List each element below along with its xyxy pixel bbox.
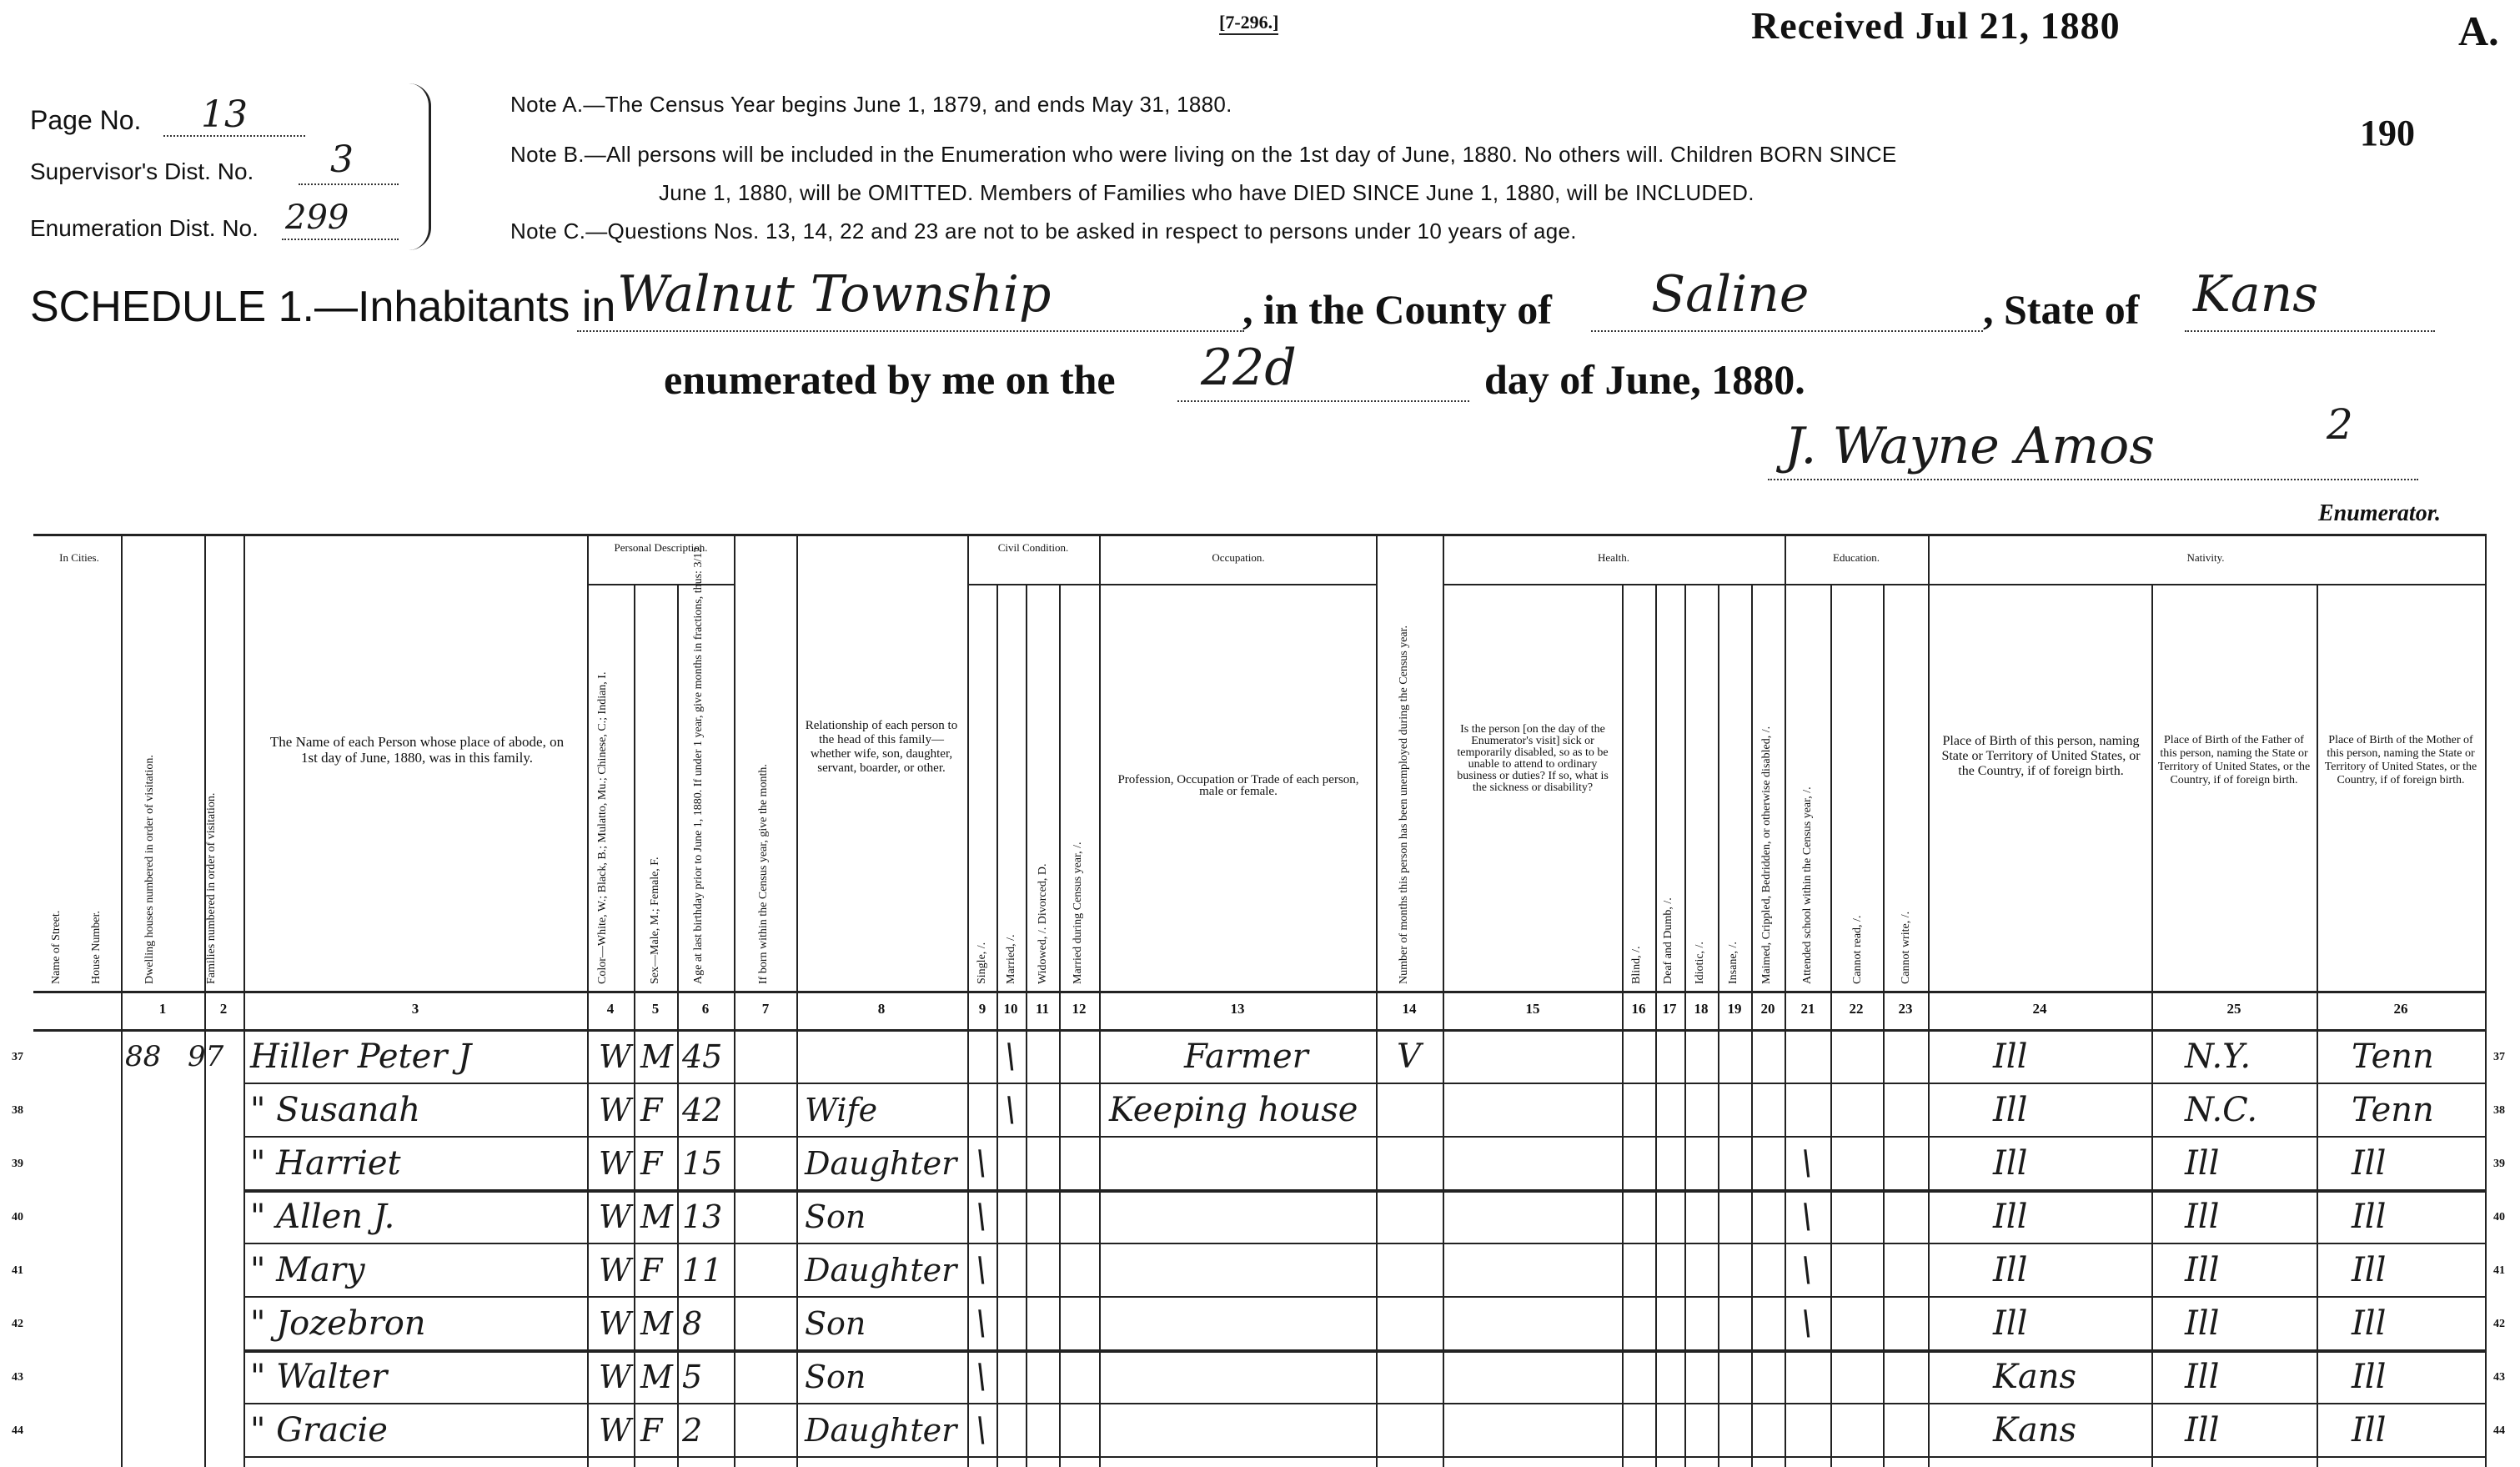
sex-cell: M [640,1038,673,1075]
name-cell: " Allen J. [250,1198,395,1236]
column-number: 17 [1662,1001,1677,1017]
married-cell: \ [1005,1037,1017,1076]
age-cell: 15 [682,1145,723,1182]
father-birth-cell: Ill [2185,1304,2220,1343]
name-cell: " Mary [250,1251,365,1289]
header-sex: Sex—Male, M.; Female, F. [649,857,661,984]
row-rule [243,1296,2485,1298]
column-number: 5 [651,1001,660,1017]
header-married-year: Married during Census year, /. [1072,842,1084,984]
header-sickness: Is the person [on the day of the Enumerator's visit] sick or temporarily disabled, so as to be unable to attend to ordinary business or duties? If so, what is the sickness or disability? [1457,723,1609,794]
header-deaf: Deaf and Dumb, /. [1662,897,1674,984]
age-cell: 8 [682,1305,703,1342]
school-cell: \ [1801,1251,1813,1289]
county-label: , in the County of [1242,286,1552,333]
color-cell: W [599,1198,632,1235]
single-cell: \ [976,1358,987,1396]
column-number: 3 [411,1001,419,1017]
color-cell: W [599,1412,632,1449]
name-cell: " Jozebron [250,1304,426,1343]
father-birth-cell: N.Y. [2185,1037,2251,1076]
name-cell: Hiller Peter J [250,1037,472,1076]
relationship-cell: Son [805,1305,866,1342]
birth-place-cell: Kans [1993,1358,2077,1396]
birth-place-cell: Kans [1993,1411,2077,1449]
form-number: [7-296.] [1219,12,1278,35]
header-color: Color—White, W.; Black, B.; Mulatto, Mu.; Chinese, C.; Indian, I. [596,671,609,984]
row-rule [243,1083,2485,1084]
mother-birth-cell: Ill [2352,1251,2387,1289]
line-number-right: 39 [2493,1158,2505,1170]
page-value: 13 [201,93,248,136]
enumeration-label: Enumeration Dist. No. [30,215,259,241]
header-relationship: Relationship of each person to the head of this family—whether wife, son, daughter, servant, boarder, or other. [805,719,958,775]
age-cell: 2 [682,1412,703,1449]
column-number: 25 [2226,1001,2241,1017]
mother-birth-cell: Ill [2352,1198,2387,1236]
father-birth-cell: Ill [2185,1144,2220,1183]
header-occupation: Occupation. [1212,551,1265,564]
line-number-right: 37 [2493,1051,2505,1063]
header-in-cities: In Cities. [59,551,99,564]
county: Saline [1651,265,1810,324]
birth-place-cell: Ill [1993,1198,2028,1236]
line-number: 41 [12,1264,23,1277]
sex-cell: M [640,1359,673,1395]
sex-cell: F [640,1252,663,1289]
line-number: 44 [12,1424,23,1437]
sex-cell: F [640,1412,663,1449]
header-house-number: House Number. [90,911,103,984]
supervisor-label: Supervisor's Dist. No. [30,158,254,184]
line-number: 40 [12,1211,23,1223]
header-cannot-read: Cannot read, /. [1851,915,1864,984]
column-number: 19 [1727,1001,1742,1017]
married-cell: \ [1005,1091,1017,1129]
birth-place-cell: Ill [1993,1091,2028,1129]
column-number: 21 [1800,1001,1815,1017]
sex-cell: F [640,1145,663,1182]
color-cell: W [599,1305,632,1342]
column-number: 7 [761,1001,770,1017]
page-number-stamp: 190 [2360,113,2415,153]
brace [409,83,431,250]
column-number: 11 [1035,1001,1050,1017]
header-cannot-write: Cannot write, /. [1900,911,1912,984]
column-number: 20 [1760,1001,1775,1017]
family-cell: 97 [188,1040,224,1073]
relationship-cell: Daughter [805,1412,957,1449]
birth-place-cell: Ill [1993,1251,2028,1289]
note-c: Note C.—Questions Nos. 13, 14, 22 and 23 are not to be asked in respect to persons under 10 years of age. [510,219,1577,244]
header-name: The Name of each Person whose place of abode, on 1st day of June, 1880, was in this family. [269,734,565,766]
column-number: 13 [1230,1001,1245,1017]
schedule-title: SCHEDULE 1.—Inhabitants in [30,283,616,331]
name-cell: " Walter [250,1358,388,1396]
header-dwelling: Dwelling houses numbered in order of visitation. [143,755,156,984]
relationship-cell: Son [805,1198,866,1235]
enumerator-label: Enumerator. [2318,500,2442,526]
mother-birth-cell: Ill [2352,1144,2387,1183]
header-street: Name of Street. [50,910,63,984]
column-number: 16 [1631,1001,1646,1017]
sex-cell: M [640,1305,673,1342]
line-number-right: 38 [2493,1104,2505,1117]
day-suffix: day of June, 1880. [1484,356,1805,403]
column-number: 23 [1898,1001,1913,1017]
row-rule [243,1456,2485,1458]
dwelling-cell: 88 [125,1040,162,1073]
age-cell: 13 [682,1198,723,1235]
color-cell: W [599,1038,632,1075]
header-married: Married, /. [1005,934,1017,984]
enumeration-day: 22d [1201,339,1297,397]
column-number: 1 [158,1001,167,1017]
enumeration-value: 299 [285,198,349,237]
header-health: Health. [1598,551,1629,564]
relationship-cell: Wife [805,1092,878,1128]
line-number: 43 [12,1371,23,1384]
single-cell: \ [976,1144,987,1183]
census-page: [7-296.] Received Jul 21, 1880 A. 190 Page No. 13 Supervisor's Dist. No. 3 Enumeration Dist. No. 299 Note A.—The Census Year begins June 1, 1879, and ends May 31, 1880. Note B.—All persons will be included in the Enumeration who were living on the 1st day of June, 1880. No others will. Children BORN SINCE June 1, 1880, will be OMITTED. Members of Families who have DIED SINCE June 1, 1880, will be INCLUDED. Note C.—Questions Nos. 13, 14, 22 and 23 are not to be asked in respect to persons under 10 years of age. SCHEDULE 1.—Inhabitants in Walnut Township , in the County of Saline , State of Kans enumerated by me on the 22d day of June, 1880. J. Wayne Amos 2 Enumerator. In Cities. Name of Street. House Number. Dwelling houses numbered in order of visitation. Families numbered in order of visitation. The Name of each Person whose place of abode, on 1st day of June, 1880, was in this family. Personal Description. Color—White, W.; Black, B.; Mulatto, Mu.; Chinese, C.; Indian, I. Sex—Male, M.; Female, F. Age at last birthday prior to June 1, 1880. If under 1 year, give months in fractions, thus: 3/12. If born within the Census year, give the month. Relationship of each person to the head of this family—whether wife, son, daughter, servant, boarder, or other. Civil Condition. Single, /. Married, /. Widowed, /. Divorced, D. Married during Census year, /. Occupation. Profession, Occupation or Trade of each person, male or female. Number of months this person has been unemployed during the Census year. Health. Is the person [on the day of the Enumerator's visit] sick or temporarily disabled, so as to be unable to attend to ordinary business or duties? If so, what is the sickness or disability? Blind, /. Deaf and Dumb, /. Idiotic, /. Insane, /. Maimed, Crippled, Bedridden, or otherwise disabled, /. Education. Attended school within the Census year, /. Cannot read, /. Cannot write, /. Nativity. Place of Birth of this person, naming State or Territory of United States, or the Country, if of foreign birth. Place of Birth of the Father of this person, naming the State or Territory of United States, or the Country, if of foreign birth. Place of Birth of the Mother of this person, naming the State or Territory of United States, or the Country, if of foreign birth. 1 2 3 4 5 6 7 8 9 10 11 12 13 14 15 16 17 18 19 20 21 22 23 24 25 26 37 37 88 97 Hiller Peter J W M 45 \ Farmer V Ill N.Y. Tenn 38 38 " Susanah W F 42 Wife \ Keeping house Ill N.C. Tenn 39 39 " Harriet W F 15 Daughter \ \ Ill Ill Ill 40 40 " Allen J. W M 13 Son \ \ Ill Ill Ill 41 41 " Mary W F 11 Daughter \ \ Ill Ill Ill 42 42 " Jozebron W M 8 Son \ \ Ill Ill Ill 43 43 " Walter W M 5 Son \ Kans Ill Ill 44 44 " Gracie W F 2 Daughter \ Kans Ill Ill [0,0,2520,1467]
received-stamp: Received Jul 21, 1880 [1751,4,2121,47]
header-birth-mother: Place of Birth of the Mother of this person, naming the State or Territory of United States, or the Country, if of foreign birth. [2324,734,2477,786]
district-box [30,93,422,257]
birth-place-cell: Ill [1993,1304,2028,1343]
single-cell: \ [976,1198,987,1236]
header-insane: Insane, /. [1727,942,1739,984]
mother-birth-cell: Ill [2352,1304,2387,1343]
header-maimed: Maimed, Crippled, Bedridden, or otherwise disabled, /. [1760,726,1773,984]
age-cell: 45 [682,1038,723,1075]
father-birth-cell: Ill [2185,1358,2220,1396]
column-number: 10 [1003,1001,1018,1017]
sex-cell: F [640,1092,663,1128]
line-number-right: 43 [2493,1371,2505,1384]
name-cell: " Harriet [250,1144,401,1183]
row-rule [243,1403,2485,1404]
age-cell: 42 [682,1092,723,1128]
single-cell: \ [976,1304,987,1343]
line-number-right: 40 [2493,1211,2505,1223]
name-cell: " Susanah [250,1091,421,1129]
enumerated-label: enumerated by me on the [664,356,1116,403]
color-cell: W [599,1359,632,1395]
single-cell: \ [976,1411,987,1449]
column-number: 8 [877,1001,886,1017]
age-cell: 5 [682,1359,703,1395]
age-cell: 11 [682,1252,723,1289]
occupation-cell: Keeping house [1109,1091,1358,1129]
column-number: 18 [1694,1001,1709,1017]
header-personal: Personal Description. [614,541,708,554]
father-birth-cell: N.C. [2185,1091,2258,1129]
column-number: 14 [1402,1001,1417,1017]
relationship-cell: Daughter [805,1252,957,1289]
header-birth-father: Place of Birth of the Father of this person, naming the State or Territory of United States, or the Country, if of foreign birth. [2157,734,2311,786]
header-idiotic: Idiotic, /. [1694,942,1706,984]
relationship-cell: Daughter [805,1145,957,1182]
header-family: Families numbered in order of visitation. [205,792,218,984]
header-birth-person: Place of Birth of this person, naming State or Territory of United States, or the Country, if of foreign birth. [1941,734,2141,778]
column-number: 26 [2393,1001,2408,1017]
relationship-cell: Son [805,1359,866,1395]
state: Kans [2193,265,2319,324]
header-born-month: If born within the Census year, give the month. [757,764,770,984]
header-civil: Civil Condition. [997,541,1069,554]
line-number: 38 [12,1104,23,1117]
header-widowed: Widowed, /. Divorced, D. [1037,863,1049,984]
occupation-cell: Farmer [1184,1037,1308,1076]
row-rule [243,1189,2485,1193]
color-cell: W [599,1145,632,1182]
header-blind: Blind, /. [1630,946,1643,984]
father-birth-cell: Ill [2185,1411,2220,1449]
header-nativity: Nativity. [2186,551,2225,564]
line-number: 39 [12,1158,23,1170]
mother-birth-cell: Tenn [2352,1037,2434,1076]
sex-cell: M [640,1198,673,1235]
column-number: 2 [219,1001,228,1017]
color-cell: W [599,1092,632,1128]
name-cell: " Gracie [250,1411,388,1449]
enumerator-signature: J. Wayne Amos [1785,417,2156,475]
line-number: 37 [12,1051,23,1063]
state-label: , State of [1983,286,2140,333]
note-a: Note A.—The Census Year begins June 1, 1879, and ends May 31, 1880. [510,92,1232,117]
color-cell: W [599,1252,632,1289]
single-cell: \ [976,1251,987,1289]
supervisor-value: 3 [330,138,354,181]
line-number-right: 42 [2493,1318,2505,1330]
father-birth-cell: Ill [2185,1198,2220,1236]
row-rule [243,1349,2485,1353]
column-number: 6 [701,1001,710,1017]
header-single: Single, /. [976,942,988,984]
column-number: 4 [606,1001,615,1017]
mother-birth-cell: Ill [2352,1358,2387,1396]
row-rule [243,1243,2485,1244]
header-age: Age at last birthday prior to June 1, 1880. If under 1 year, give months in fractions, thus: 3/12. [692,544,705,984]
birth-place-cell: Ill [1993,1144,2028,1183]
school-cell: \ [1801,1304,1813,1343]
birth-place-cell: Ill [1993,1037,2028,1076]
line-number-right: 41 [2493,1264,2505,1277]
header-occupation-desc: Profession, Occupation or Trade of each person, male or female. [1117,773,1359,798]
father-birth-cell: Ill [2185,1251,2220,1289]
column-number: 15 [1525,1001,1540,1017]
sheet-letter: A. [2458,8,2499,54]
school-cell: \ [1801,1198,1813,1236]
line-number: 42 [12,1318,23,1330]
column-number: 22 [1849,1001,1864,1017]
column-number: 24 [2032,1001,2047,1017]
header-education: Education. [1833,551,1880,564]
page-label: Page No. [30,105,142,135]
header-school: Attended school within the Census year, /. [1801,786,1814,984]
note-b-line1: Note B.—All persons will be included in the Enumeration who were living on the 1st day of June, 1880. No others will. Children BORN SINCE [510,142,1897,167]
school-cell: \ [1801,1144,1813,1183]
header-unemployed: Number of months this person has been unemployed during the Census year. [1398,625,1410,984]
line-number-right: 44 [2493,1424,2505,1437]
column-number: 12 [1072,1001,1087,1017]
mother-birth-cell: Ill [2352,1411,2387,1449]
unemployed-cell: V [1397,1037,1421,1076]
township: Walnut Township [617,265,1052,324]
note-b-line2: June 1, 1880, will be OMITTED. Members of Families who have DIED SINCE June 1, 1880, will be INCLUDED. [659,180,1754,205]
row-rule [243,1136,2485,1138]
mother-birth-cell: Tenn [2352,1091,2434,1129]
column-number: 9 [978,1001,986,1017]
